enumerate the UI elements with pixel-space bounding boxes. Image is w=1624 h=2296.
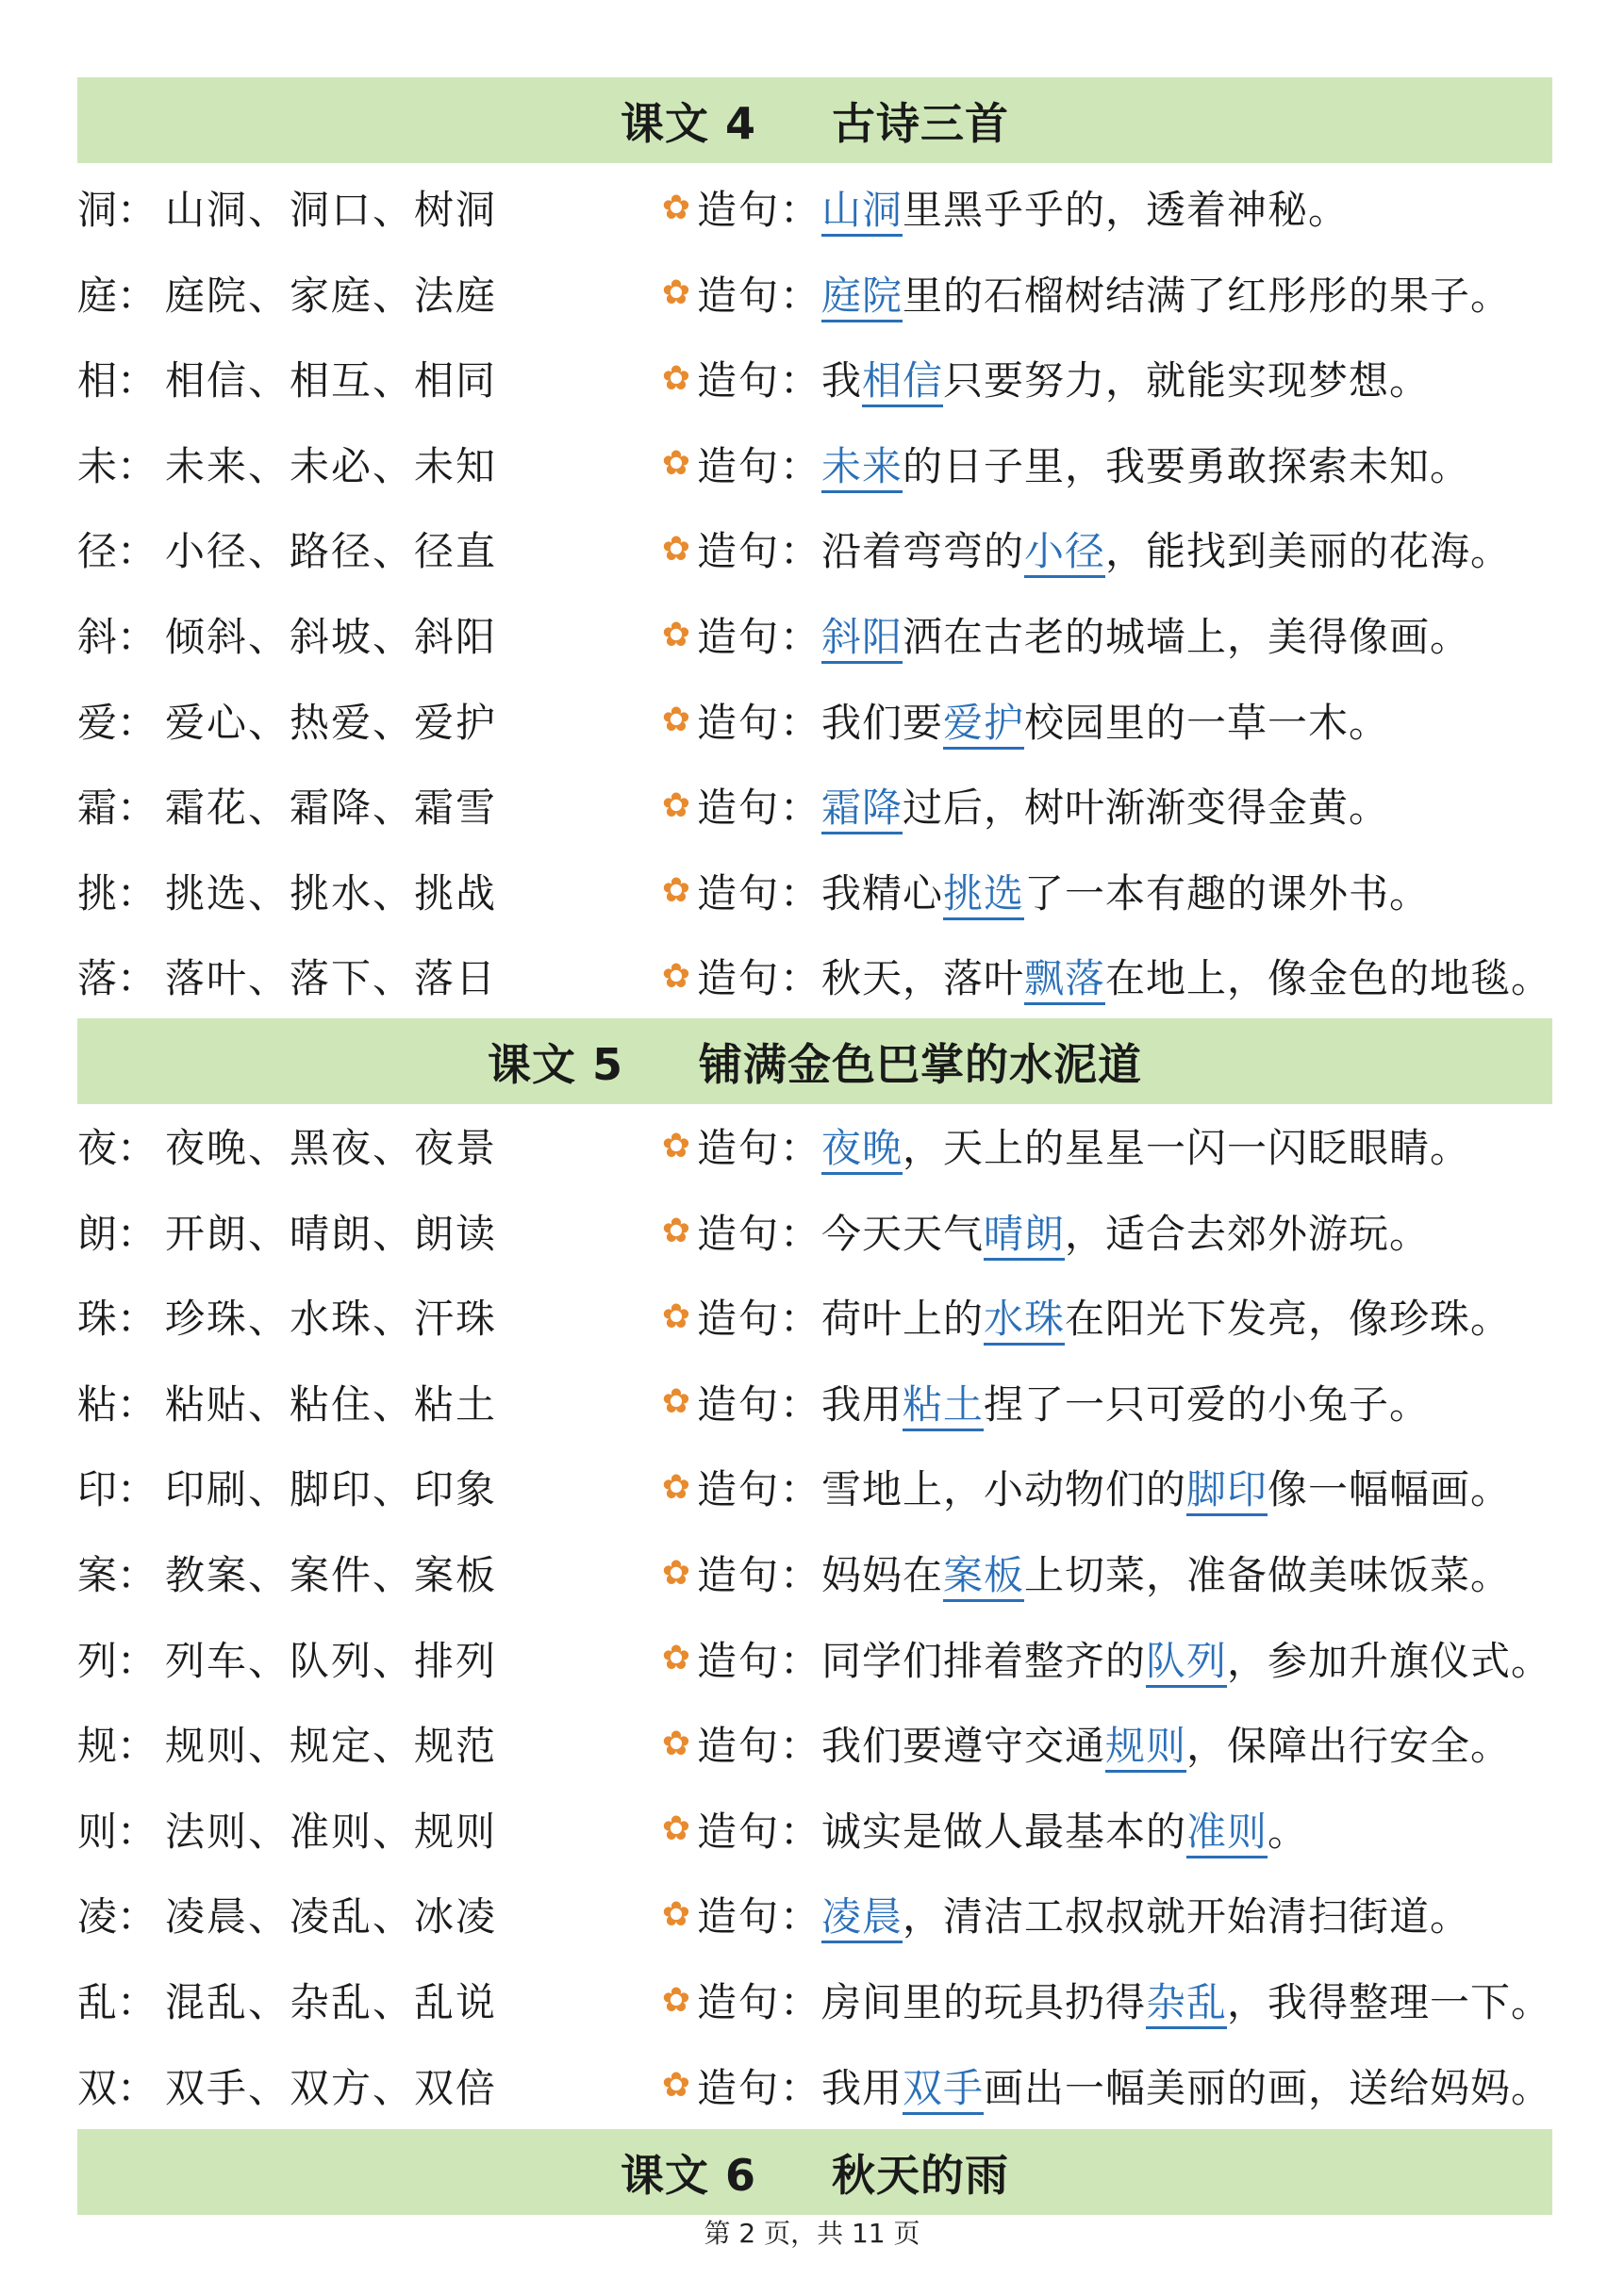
sentence-label: 造句： [697,869,822,917]
vocab-character: 爱： [77,699,157,746]
sentence-label: 造句： [697,614,822,660]
highlighted-word: 队列 [1146,1638,1227,1688]
example-sentence [821,692,1389,749]
lesson-number: 课文 6 [620,2149,757,2201]
vocab-character: 案： [77,1552,157,1598]
sentence-suffix: ，参加升旗仪式。 [1227,1637,1552,1684]
flower-icon: ✿ [661,1980,691,2020]
vocab-words: 珍珠、水珠、汗珠 [165,1296,498,1343]
vocab-character: 规： [77,1723,157,1770]
sentence-suffix: 画出一幅美丽的画，送给妈妈。 [984,2064,1552,2111]
flower-icon: ✿ [661,444,691,484]
vocab-row [77,336,1586,421]
vocab-row [77,849,1586,933]
vocab-row [77,506,1586,591]
highlighted-word: 飘落 [1024,955,1105,1005]
vocab-row [77,1616,1586,1701]
flower-icon: ✿ [661,529,691,569]
vocab-character: 粘： [77,1380,157,1428]
vocab-character: 则： [77,1808,157,1855]
highlighted-word: 粘土 [903,1381,984,1431]
sentence-suffix: 里黑乎乎的，透着神秘。 [903,187,1350,233]
vocab-words: 凌晨、凌乱、冰凌 [165,1893,498,1941]
sentence-label: 造句： [697,1466,822,1513]
sentence-prefix: 今天天气 [821,1210,985,1257]
example-sentence [821,1203,1430,1260]
vocab-row [77,1274,1586,1359]
sentence-suffix: ，我得整理一下。 [1227,1979,1552,2025]
highlighted-word: 霜降 [821,785,903,834]
sentence-label: 造句： [697,1637,822,1684]
vocab-character: 未： [77,442,157,489]
highlighted-word: 规则 [1105,1723,1186,1773]
sentence-suffix: ，天上的星星一闪一闪眨眼睛。 [903,1125,1471,1171]
example-sentence [821,606,1470,663]
sentence-label: 造句： [697,1210,822,1257]
sentence-suffix: ，保障出行安全。 [1186,1723,1512,1770]
vocab-words: 庭院、家庭、法庭 [165,272,498,319]
vocab-row [77,592,1586,677]
flower-icon: ✿ [661,1126,691,1165]
sentence-prefix: 诚实是做人最基本的 [821,1808,1187,1855]
lesson-number: 课文 5 [487,1038,624,1090]
sentence-label: 造句： [697,187,822,233]
sentence-prefix: 雪地上，小动物们的 [821,1466,1187,1513]
highlighted-word: 挑选 [943,870,1024,920]
sentence-label: 造句： [697,2064,822,2111]
example-sentence [821,436,1470,492]
example-sentence [821,1886,1470,1942]
example-sentence [821,1544,1511,1601]
sentence-prefix: 我精心 [821,869,944,917]
sentence-suffix: 校园里的一草一木。 [1024,699,1390,746]
example-sentence [821,1288,1511,1345]
sentence-prefix: 沿着弯弯的 [821,528,1025,575]
sentence-label: 造句： [697,1979,822,2025]
vocab-row [77,1189,1586,1274]
flower-icon: ✿ [661,273,691,313]
flower-icon: ✿ [661,2066,691,2106]
lesson-title: 秋天的雨 [832,2149,1010,2201]
vocab-row [77,1872,1586,1957]
vocab-words: 未来、未必、未知 [165,442,498,489]
vocab-words: 山洞、洞口、树洞 [165,187,498,233]
page-footer: 第 2 页，共 11 页 [704,2218,920,2249]
flower-icon: ✿ [661,956,691,996]
sentence-suffix: 上切菜，准备做美味饭菜。 [1024,1552,1512,1598]
vocab-row [77,1957,1586,2042]
highlighted-word: 脚印 [1186,1466,1268,1516]
sentence-suffix: 过后，树叶渐渐变得金黄。 [903,785,1390,832]
sentence-prefix: 我们要遵守交通 [821,1723,1106,1770]
sentence-prefix: 我们要 [821,699,944,746]
vocab-words: 列车、队列、排列 [165,1637,498,1684]
vocab-words: 印刷、脚印、印象 [165,1466,498,1513]
highlighted-word: 斜阳 [821,614,903,664]
flower-icon: ✿ [661,701,691,740]
vocab-character: 相： [77,357,157,405]
vocab-row [77,1787,1586,1872]
highlighted-word: 未来 [821,443,903,493]
sentence-label: 造句： [697,272,822,319]
lesson-title: 古诗三首 [832,97,1010,149]
highlighted-word: 双手 [903,2065,984,2115]
highlighted-word: 小径 [1024,528,1105,578]
sentence-label: 造句： [697,785,822,832]
flower-icon: ✿ [661,1553,691,1593]
sentence-label: 造句： [697,1125,822,1171]
highlighted-word: 山洞 [821,187,903,237]
example-sentence [821,2057,1551,2114]
vocab-character: 洞： [77,187,157,233]
example-sentence [821,1801,1308,1858]
vocab-character: 印： [77,1466,157,1513]
sentence-prefix: 我用 [821,2064,903,2111]
vocab-character: 夜： [77,1125,157,1171]
example-sentence [821,350,1430,406]
sentence-label: 造句： [697,1723,822,1770]
vocab-character: 落： [77,955,157,1002]
highlighted-word: 晴朗 [984,1211,1065,1261]
flower-icon: ✿ [661,1809,691,1849]
vocab-words: 相信、相互、相同 [165,357,498,405]
sentence-suffix: ，能找到美丽的花海。 [1105,528,1512,575]
sentence-suffix: 了一本有趣的课外书。 [1024,869,1431,917]
section-header [77,1018,1552,1104]
vocab-row [77,678,1586,763]
flower-icon: ✿ [661,1894,691,1934]
highlighted-word: 凌晨 [821,1893,903,1943]
example-sentence [821,777,1389,834]
vocab-row [77,251,1586,336]
vocab-words: 爱心、热爱、爱护 [165,699,498,746]
sentence-label: 造句： [697,699,822,746]
example-sentence [821,1972,1551,2028]
vocab-words: 夜晚、黑夜、夜景 [165,1125,498,1171]
vocab-words: 规则、规定、规范 [165,1723,498,1770]
highlighted-word: 案板 [943,1552,1024,1602]
vocab-row [77,763,1586,848]
sentence-suffix: 只要努力，就能实现梦想。 [943,357,1431,405]
vocab-words: 落叶、落下、落日 [165,955,498,1002]
sentence-label: 造句： [697,1808,822,1855]
vocab-row [77,1530,1586,1615]
vocab-words: 霜花、霜降、霜雪 [165,785,498,832]
example-sentence [821,179,1349,236]
section-header [77,77,1552,163]
vocab-character: 霜： [77,785,157,832]
vocab-words: 双手、双方、双倍 [165,2064,498,2111]
flower-icon: ✿ [661,1297,691,1336]
sentence-prefix: 房间里的玩具扔得 [821,1979,1147,2025]
sentence-label: 造句： [697,1552,822,1598]
sentence-prefix: 同学们排着整齐的 [821,1637,1147,1684]
example-sentence [821,1374,1430,1430]
sentence-prefix: 我用 [821,1380,903,1428]
example-sentence [821,1459,1511,1515]
flower-icon: ✿ [661,785,691,825]
example-sentence [821,1715,1511,1772]
vocab-character: 凌： [77,1893,157,1941]
sentence-prefix: 秋天，落叶 [821,955,1025,1002]
highlighted-word: 庭院 [821,273,903,322]
sentence-suffix: ，清洁工叔叔就开始清扫街道。 [903,1893,1471,1941]
example-sentence [821,1117,1470,1174]
vocab-row [77,1103,1586,1188]
sentence-label: 造句： [697,1296,822,1343]
vocab-character: 乱： [77,1979,157,2025]
vocab-words: 倾斜、斜坡、斜阳 [165,614,498,660]
example-sentence [821,520,1511,577]
sentence-suffix: 在阳光下发亮，像珍珠。 [1065,1296,1512,1343]
highlighted-word: 水珠 [984,1296,1065,1346]
vocab-row [77,421,1586,506]
vocab-words: 混乱、杂乱、乱说 [165,1979,498,2025]
sentence-suffix: 捏了一只可爱的小兔子。 [984,1380,1431,1428]
flower-icon: ✿ [661,1212,691,1251]
sentence-suffix: 洒在古老的城墙上，美得像画。 [903,614,1471,660]
vocab-character: 斜： [77,614,157,660]
example-sentence [821,1630,1551,1687]
sentence-prefix: 妈妈在 [821,1552,944,1598]
flower-icon: ✿ [661,1724,691,1763]
flower-icon: ✿ [661,1467,691,1507]
highlighted-word: 准则 [1186,1809,1268,1858]
vocab-words: 教案、案件、案板 [165,1552,498,1598]
sentence-label: 造句： [697,528,822,575]
vocab-row [77,2043,1586,2128]
sentence-label: 造句： [697,442,822,489]
vocab-character: 挑： [77,869,157,917]
vocab-row [77,165,1586,250]
highlighted-word: 爱护 [943,700,1024,750]
vocab-row [77,933,1586,1018]
sentence-prefix: 我 [821,357,863,405]
vocab-words: 法则、准则、规则 [165,1808,498,1855]
sentence-suffix: 里的石榴树结满了红彤彤的果子。 [903,272,1512,319]
flower-icon: ✿ [661,1382,691,1422]
sentence-label: 造句： [697,357,822,405]
flower-icon: ✿ [661,871,691,911]
lesson-number: 课文 4 [620,97,757,149]
flower-icon: ✿ [661,358,691,398]
example-sentence [821,265,1511,322]
vocab-words: 小径、路径、径直 [165,528,498,575]
sentence-suffix: 在地上，像金色的地毯。 [1105,955,1552,1002]
highlighted-word: 夜晚 [821,1125,903,1175]
sentence-suffix: 的日子里，我要勇敢探索未知。 [903,442,1471,489]
vocab-character: 径： [77,528,157,575]
sentence-prefix: 荷叶上的 [821,1296,985,1343]
section-header [77,2129,1552,2215]
example-sentence [821,948,1551,1004]
lesson-title: 铺满金色巴掌的水泥道 [699,1038,1143,1090]
flower-icon: ✿ [661,1639,691,1678]
vocab-character: 列： [77,1637,157,1684]
highlighted-word: 相信 [862,357,943,407]
flower-icon: ✿ [661,615,691,654]
vocab-words: 粘贴、粘住、粘土 [165,1380,498,1428]
vocab-row [77,1360,1586,1445]
vocab-character: 珠： [77,1296,157,1343]
highlighted-word: 杂乱 [1146,1979,1227,2029]
sentence-label: 造句： [697,1380,822,1428]
sentence-suffix: 。 [1268,1808,1309,1855]
vocab-row [77,1445,1586,1529]
vocab-words: 开朗、晴朗、朗读 [165,1210,498,1257]
sentence-suffix: 像一幅幅画。 [1268,1466,1512,1513]
vocab-character: 朗： [77,1210,157,1257]
vocab-row [77,1701,1586,1786]
example-sentence [821,863,1430,919]
sentence-label: 造句： [697,955,822,1002]
vocab-character: 庭： [77,272,157,319]
vocab-character: 双： [77,2064,157,2111]
vocab-words: 挑选、挑水、挑战 [165,869,498,917]
flower-icon: ✿ [661,188,691,227]
sentence-label: 造句： [697,1893,822,1941]
sentence-suffix: ，适合去郊外游玩。 [1065,1210,1431,1257]
